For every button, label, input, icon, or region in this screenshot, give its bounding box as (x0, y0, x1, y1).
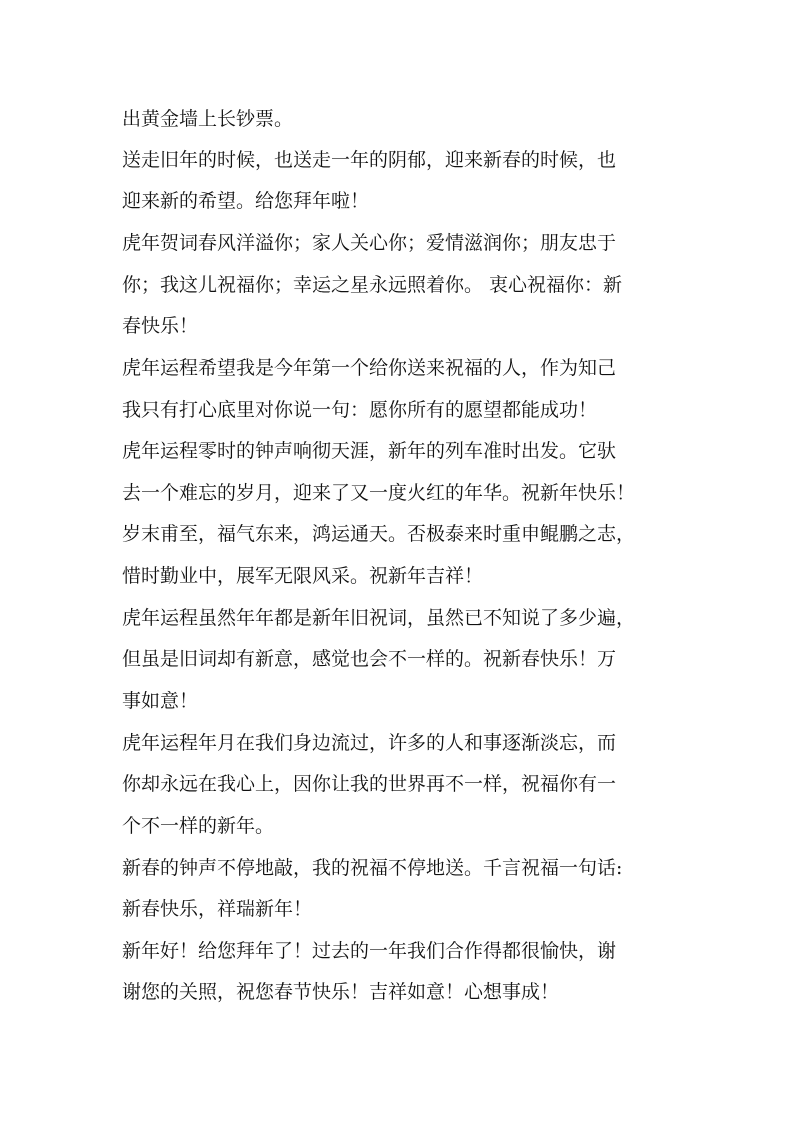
text-line: 但虽是旧词却有新意，感觉也会不一样的。祝新春快乐！万 (122, 648, 617, 670)
text-line: 虎年运程虽然年年都是新年旧祝词，虽然已不知说了多少遍， (122, 607, 636, 629)
text-line: 你却永远在我心上，因你让我的世界再不一样，祝福你有一 (122, 773, 617, 795)
text-line: 虎年运程希望我是今年第一个给你送来祝福的人，作为知己 (122, 357, 617, 379)
text-line: 春快乐！ (122, 315, 199, 337)
text-line: 事如意！ (122, 690, 199, 712)
text-line: 惜时勤业中，展军无限风采。祝新年吉祥！ (122, 565, 484, 587)
text-line: 我只有打心底里对你说一句：愿你所有的愿望都能成功！ (122, 399, 598, 421)
text-line: 新春的钟声不停地敲，我的祝福不停地送。千言祝福一句话: (122, 857, 623, 879)
text-line: 岁末甫至，福气东来，鸿运通天。否极泰来时重申鲲鹏之志， (122, 523, 636, 545)
text-line: 你；我这儿祝福你；幸运之星永远照着你。 衷心祝福你：新 (122, 274, 623, 296)
text-line: 送走旧年的时候，也送走一年的阴郁，迎来新春的时候，也 (122, 149, 617, 171)
text-line: 虎年运程年月在我们身边流过，许多的人和事逐渐淡忘，而 (122, 732, 617, 754)
text-line: 虎年运程零时的钟声响彻天涯，新年的列车准时出发。它驮 (122, 440, 617, 462)
text-line: 个不一样的新年。 (122, 815, 275, 837)
text-line: 虎年贺词春风洋溢你；家人关心你；爱情滋润你；朋友忠于 (122, 232, 617, 254)
text-line: 迎来新的希望。给您拜年啦！ (122, 190, 370, 212)
text-line: 新春快乐，祥瑞新年！ (122, 898, 313, 920)
text-line: 谢您的关照，祝您春节快乐！吉祥如意！心想事成！ (122, 981, 560, 1003)
text-line: 新年好！给您拜年了！过去的一年我们合作得都很愉快，谢 (122, 940, 617, 962)
text-line: 去一个难忘的岁月，迎来了又一度火红的年华。祝新年快乐！ (122, 482, 636, 504)
text-line: 出黄金墙上长钞票。 (122, 108, 294, 130)
